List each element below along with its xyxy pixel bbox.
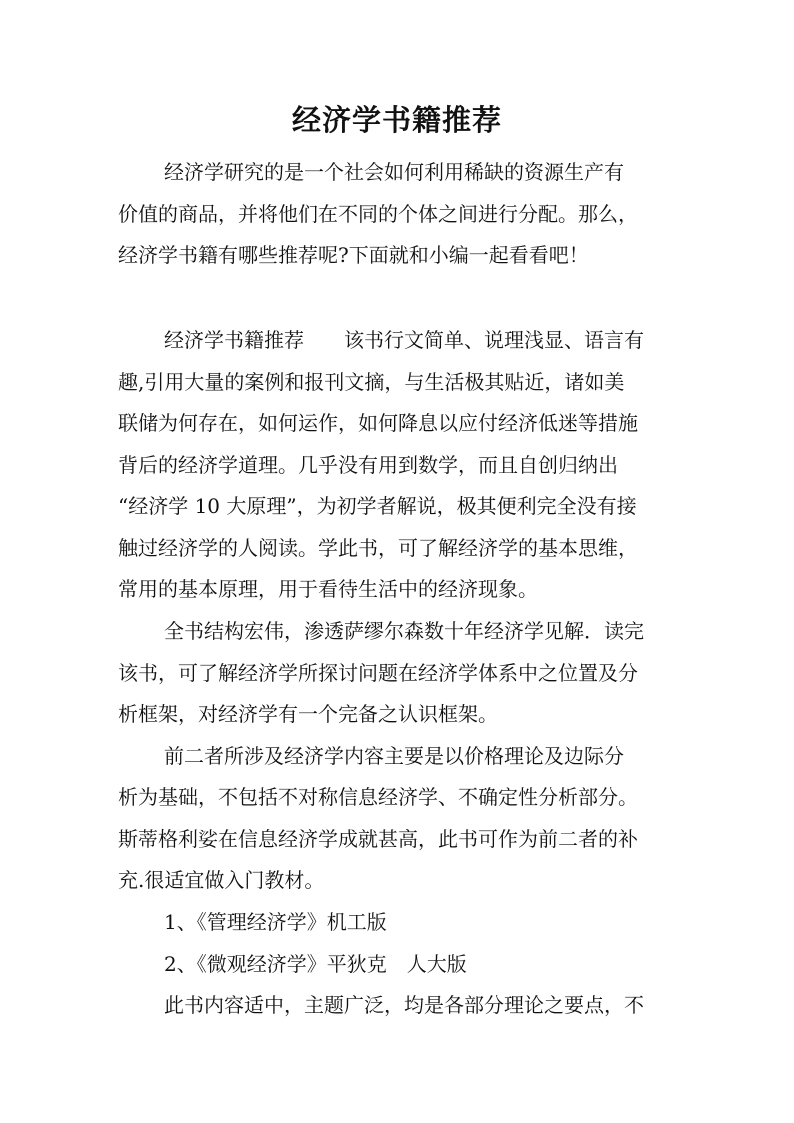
paragraph-line: 斯蒂格利娑在信息经济学成就甚高，此书可作为前二者的补 bbox=[118, 827, 638, 851]
paragraph-line: “经济学 10 大原理”，为初学者解说，极其便利完全没有接 bbox=[118, 494, 637, 518]
paragraph-line: 析为基础，不包括不对称信息经济学、不确定性分析部分。 bbox=[118, 785, 638, 809]
paragraph-line: 常用的基本原理，用于看待生活中的经济现象。 bbox=[118, 577, 538, 601]
list-item: 2、《微观经济学》平狄克 人大版 bbox=[164, 952, 467, 976]
paragraph-line: 经济学书籍有哪些推荐呢?下面就和小编一起看看吧！ bbox=[118, 243, 589, 267]
paragraph-line: 全书结构宏伟，渗透萨缪尔森数十年经济学见解．读完 bbox=[164, 619, 644, 643]
document-title: 经济学书籍推荐 bbox=[291, 103, 502, 137]
paragraph-line: 经济学书籍推荐 该书行文简单、说理浅显、语言有 bbox=[164, 328, 644, 352]
paragraph-line: 充.很适宜做入门教材。 bbox=[118, 868, 325, 892]
paragraph-line: 析框架，对经济学有一个完备之认识框架。 bbox=[118, 702, 498, 726]
paragraph-line: 经济学研究的是一个社会如何利用稀缺的资源生产有 bbox=[164, 160, 624, 184]
paragraph-line: 此书内容适中，主题广泛，均是各部分理论之要点，不 bbox=[164, 993, 644, 1017]
paragraph-line: 该书，可了解经济学所探讨问题在经济学体系中之位置及分 bbox=[118, 661, 638, 685]
paragraph-line: 前二者所涉及经济学内容主要是以价格理论及边际分 bbox=[164, 744, 624, 768]
paragraph-line: 背后的经济学道理。几乎没有用到数学，而且自创归纳出 bbox=[118, 453, 618, 477]
paragraph-line: 触过经济学的人阅读。学此书，可了解经济学的基本思维， bbox=[118, 536, 638, 560]
paragraph-line: 价值的商品，并将他们在不同的个体之间进行分配。那么， bbox=[118, 202, 638, 226]
paragraph-line: 联储为何存在，如何运作，如何降息以应付经济低迷等措施 bbox=[118, 411, 638, 435]
paragraph-line: 趣,引用大量的案例和报刊文摘，与生活极其贴近，诸如美 bbox=[118, 370, 625, 394]
list-item: 1、《管理经济学》机工版 bbox=[164, 910, 387, 934]
